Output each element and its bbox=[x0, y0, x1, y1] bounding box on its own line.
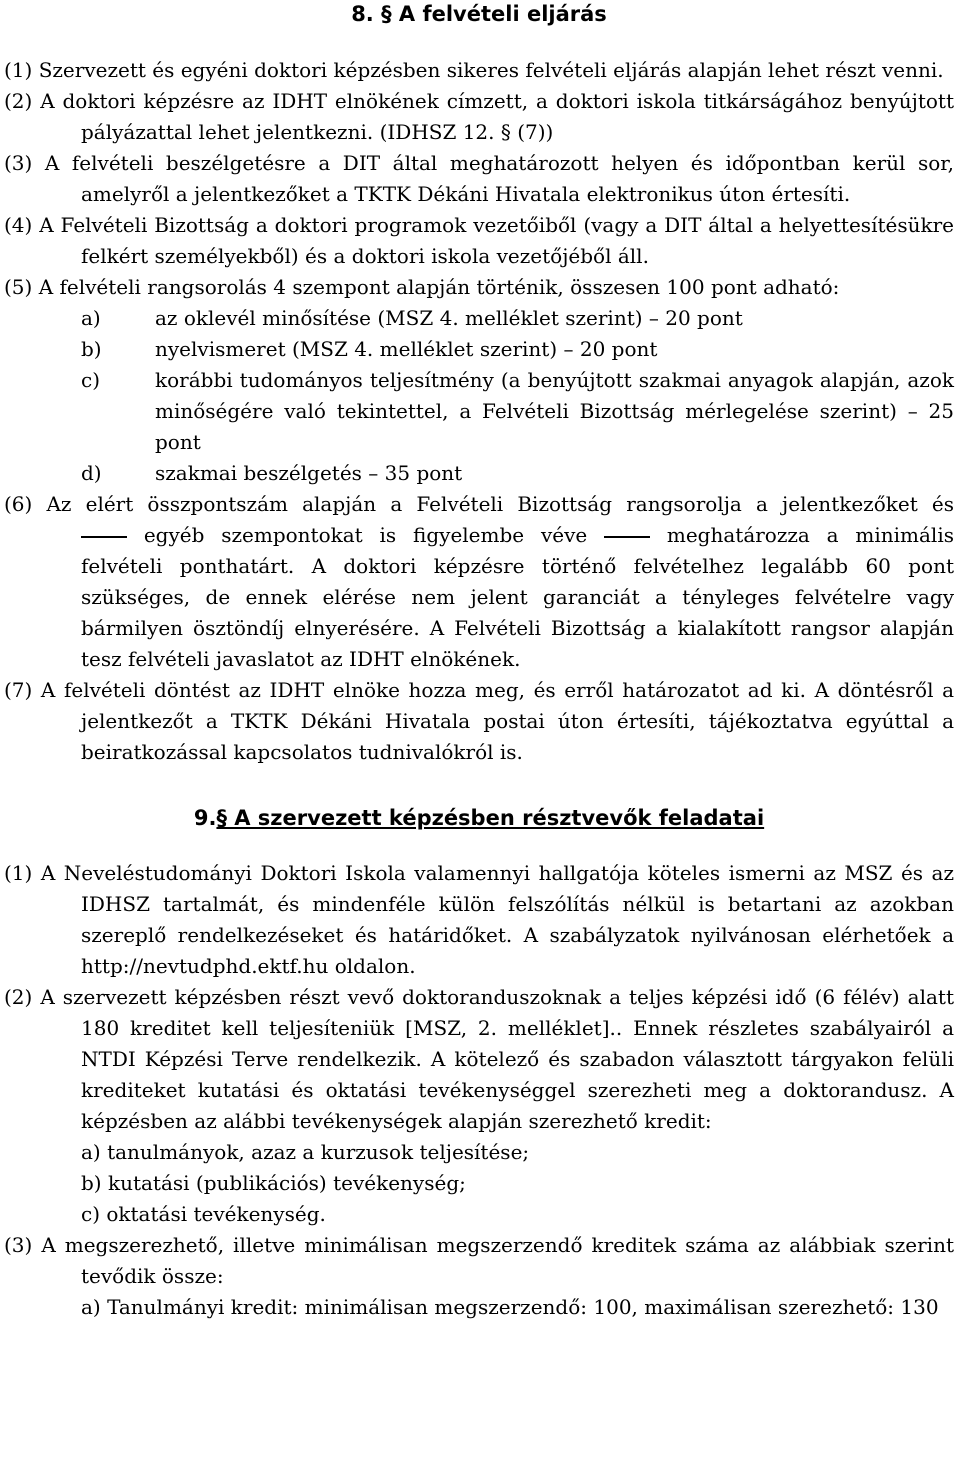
s8-paragraph-3: (3) A felvételi beszélgetésre a DIT által meghatározott helyen és időpontban kerül sor, amelyről a jelentkezőket a TKTK Dékáni Hivatala elektronikus úton értesíti. bbox=[4, 151, 954, 206]
list-label: c) bbox=[81, 368, 101, 392]
s9-p2-item-c: c) oktatási tevékenység. bbox=[81, 1202, 326, 1226]
s9-p2-item-a: a) tanulmányok, azaz a kurzusok teljesítése; bbox=[81, 1140, 530, 1164]
s8-p5-item-d bbox=[81, 458, 954, 489]
s8-paragraph-6-rest: felvételi ponthatárt. A doktori képzésre történő felvételhez legalább 60 pont szükséges, de ennek elérése nem jelent garanciát a tényleges felvételre vagy bármilyen ösztöndíj elnyerésére. A Felvételi Bizottság a kialakított rangsor alapján tesz felvételi javaslatot az IDHT elnökének. bbox=[81, 554, 954, 671]
section-9-title bbox=[4, 802, 954, 834]
list-text: korábbi tudományos teljesítmény (a benyújtott szakmai anyagok alapján, azok minőségére való tekintettel, a Felvételi Bizottság mérlegelése szerint) – 25 pont bbox=[155, 368, 954, 454]
s8-paragraph-6 bbox=[4, 489, 954, 520]
s9-p2-item-b: b) kutatási (publikációs) tevékenység; bbox=[81, 1171, 466, 1195]
list-label: b) bbox=[81, 337, 102, 361]
s8-paragraph-7: (7) A felvételi döntést az IDHT elnöke hozza meg, és erről határozatot ad ki. A döntésről a jelentkezőt a TKTK Dékáni Hivatala postai úton értesíti, tájékoztatva egyúttal a beiratkozással kapcsolatos tudnivalókról is. bbox=[4, 678, 954, 764]
s8-p5-item-a bbox=[81, 303, 954, 334]
section-9-number: 9. bbox=[193, 806, 217, 830]
list-text: szakmai beszélgetés – 35 pont bbox=[155, 461, 463, 485]
s8-paragraph-2: (2) A doktori képzésre az IDHT elnökének címzett, a doktori iskola titkárságához benyújtott pályázattal lehet jelentkezni. (IDHSZ 12. § (7)) bbox=[4, 89, 954, 144]
list-text: nyelvismeret (MSZ 4. melléklet szerint) – 20 pont bbox=[155, 337, 658, 361]
s9-paragraph-2: (2) A szervezett képzésben részt vevő doktoranduszoknak a teljes képzési idő (6 félév) alatt 180 kreditet kell teljesíteniük [MSZ, 2. melléklet].. Ennek részletes szabályairól a NTDI Képzési Terve rendelkezik. A kötelező és szabadon választott tárgyakon felüli krediteket kutatási és oktatási tevékenységgel szerezheti meg a doktorandusz. A képzésben az alábbi tevékenységek alapján szerezhető kredit: bbox=[4, 985, 954, 1133]
s8-paragraph-4: (4) A Felvételi Bizottság a doktori programok vezetőiből (vagy a DIT által a helyettesítésükre felkért személyekből) és a doktori iskola vezetőjéből áll. bbox=[4, 213, 954, 268]
s9-paragraph-3: (3) A megszerezhető, illetve minimálisan megszerzendő kreditek száma az alábbiak szerint tevődik össze: bbox=[4, 1233, 954, 1288]
s8-p6-mid2: meghatározza a minimális bbox=[666, 523, 954, 547]
list-label: d) bbox=[81, 461, 102, 485]
section-9-heading: § A szervezett képzésben résztvevők feladatai bbox=[216, 806, 765, 830]
dash-line bbox=[604, 536, 650, 538]
s8-paragraph-6-line2 bbox=[4, 520, 954, 551]
section-8-title: 8. § A felvételi eljárás bbox=[351, 2, 607, 26]
s9-paragraph-1: (1) A Neveléstudományi Doktori Iskola valamennyi hallgatója köteles ismerni az MSZ és az IDHSZ tartalmát, és mindenféle külön felszólítás nélkül is betartani az azokban szereplő rendelkezéseket és határidőket. A szabályzatok nyilvánosan elérhetőek a http://nevtudphd.ektf.hu oldalon. bbox=[4, 861, 954, 978]
s8-p5-item-c bbox=[81, 365, 954, 458]
s8-p6-mid: egyéb szempontokat is figyelembe véve bbox=[143, 523, 588, 547]
s8-paragraph-1: (1) Szervezett és egyéni doktori képzésben sikeres felvételi eljárás alapján lehet részt venni. bbox=[4, 58, 944, 82]
s9-p3-item-a: a) Tanulmányi kredit: minimálisan megszerzendő: 100, maximálisan szerezhető: 130 bbox=[81, 1295, 939, 1319]
s8-p5-item-b bbox=[81, 334, 954, 365]
list-label: a) bbox=[81, 306, 101, 330]
dash-line bbox=[81, 536, 127, 538]
s8-paragraph-5: (5) A felvételi rangsorolás 4 szempont alapján történik, összesen 100 pont adható: bbox=[4, 275, 840, 299]
s8-p6-start: (6) Az elért összpontszám alapján a Felvételi Bizottság rangsorolja a jelentkezőket és bbox=[4, 492, 954, 516]
list-text: az oklevél minősítése (MSZ 4. melléklet szerint) – 20 pont bbox=[155, 306, 743, 330]
